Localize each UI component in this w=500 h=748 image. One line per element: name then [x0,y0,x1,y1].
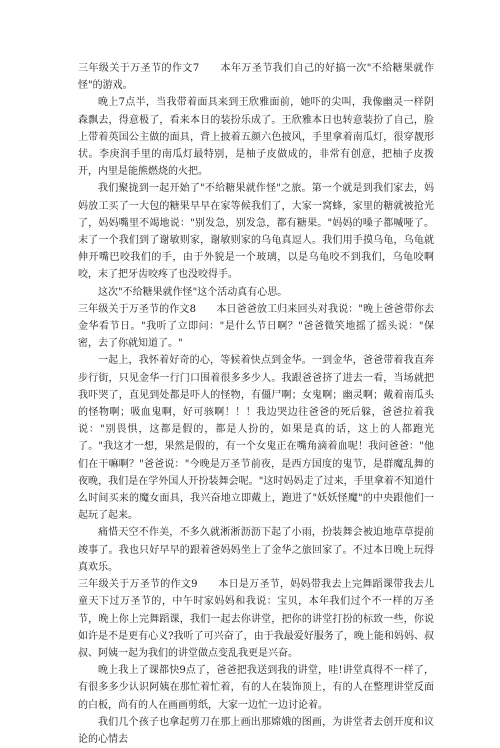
essay-paragraph: 我们聚拢到一起开始了"不给糖果就作怪"之旅。第一个就是到我们家去，妈妈放工买了一大包的糖果早早在家等候我们了，大家一窝蜂，家里的糖就被抢光了，妈妈嘴里不竭地说："别发急，别发急，都有糖果。"妈妈的嗓子都喊哑了。末了一个我们到了谢敏则家，谢敏则家的乌龟真逗人。我们用手摸乌龟，乌龟就伸开嘴巴咬我们的手，由于外貌是一个玻璃，以是乌龟咬不到我们，乌龟咬啊咬，末了把牙齿咬疼了也没咬得手。 [78,183,434,281]
essay-section [78,576,434,748]
essay-paragraph: 这次"不给糖果就作怪"这个活动真有心思。 [98,286,288,298]
essay-section [78,301,434,576]
essay-heading-paragraph: 三年级关于万圣节的作文7 本年万圣节我们自己的好搞一次"不给糖果就作怪"的游戏。 [78,63,434,92]
essay-paragraph: 一起上，我怀着好奇的心，等候着快点到金华。一到金华，爸爸带着我直奔步行街，只见金华一行门口围着很多多少人。我跟爸爸挤了进去一看，当场就把我吓哭了，直见到处都是吓人的怪物，有僵尸啊；女鬼啊；幽灵啊；戴着南瓜头的怪物啊；吸血鬼啊，好可骇啊！！！我边哭边往爸爸的死后躲，爸爸拉着我说："别畏惧，这都是假的，都是人扮的，如果是真的话，这上的人都跑光了。"我这才一想，果然是假的，有一个女鬼正在嘴角滴着血呢！我问爸爸："他们在干嘛啊？"爸爸说："今晚是万圣节前夜，是西方国度的鬼节，是群魔乱舞的夜晚，我们是在学外国人开扮装舞会呢。"这时妈妈走了过来，手里拿着不知道什么时间买来的魔女面具，我兴奋地立即戴上，跑进了"妖妖怪魔"的中央跟他们一起玩了起来。 [78,355,434,522]
essay-paragraph: 晚上我上了课都快9点了，爸爸把我送到我的讲堂，哇!讲堂真得不一样了，有很多多少认识阿姨在那忙着忙着，有的人在装饰顶上，有的人在整理讲堂反面的白板，尚有的人在画画剪纸，大家一边忙一边讨论着。 [78,665,434,711]
essay-paragraph: 痛惜天空不作美，不多久就淅淅沥沥下起了小雨，扮装舞会被迫地草草提前竣事了。我也只好早早的跟着爸妈妈坐上了金华之旅回家了。不过本日晚上玩得真欢乐。 [78,527,434,573]
essay-heading-paragraph: 三年级关于万圣节的作文9 本日是万圣节，妈妈带我去上完舞蹈课带我去儿童天下过万圣节的，中午时家妈妈和我说：宝贝，本年我们过个不一样的万圣节，晚上你上完舞蹈课，我们一起去你讲堂，把你的讲堂打扮的标致一些，你说如许是不是更有心义?我听了可兴奋了，由于我最爱好服务了，晚上能和妈妈、叔叔、阿姨一起为我们的讲堂做点变乱我更是兴奋。 [78,579,434,659]
essay-heading-paragraph: 三年级关于万圣节的作文8 本日爸爸放工归来回头对我说："晚上爸爸带你去金华看节日。"我听了立即问："是什么节日啊？"爸爸微笑地摇了摇头说："保密，去了你就知道了。" [78,303,434,350]
essay-paragraph: 我们几个孩子也拿起剪刀在那上画出那嫦娥的图画，为讲堂者去创开度和议论的心情去 [78,716,434,745]
essay-section [78,60,434,301]
essay-paragraph: 晚上7点半，当我带着面具来到王欣雅面前，她吓的尖叫，我像幽灵一样阴森飘去，得意极了，看来本日的装扮乐成了。王欣雅本日也转意装扮了自己，脸上带着英国公主做的面具，背上披着五颜六色披风，手里拿着南瓜灯，很穿靓形状。李庚润手里的南瓜灯最特别，是柚子皮做成的，非常有创意，把柚子皮拨开，内里是能熊燃烧的火把。 [78,97,434,178]
